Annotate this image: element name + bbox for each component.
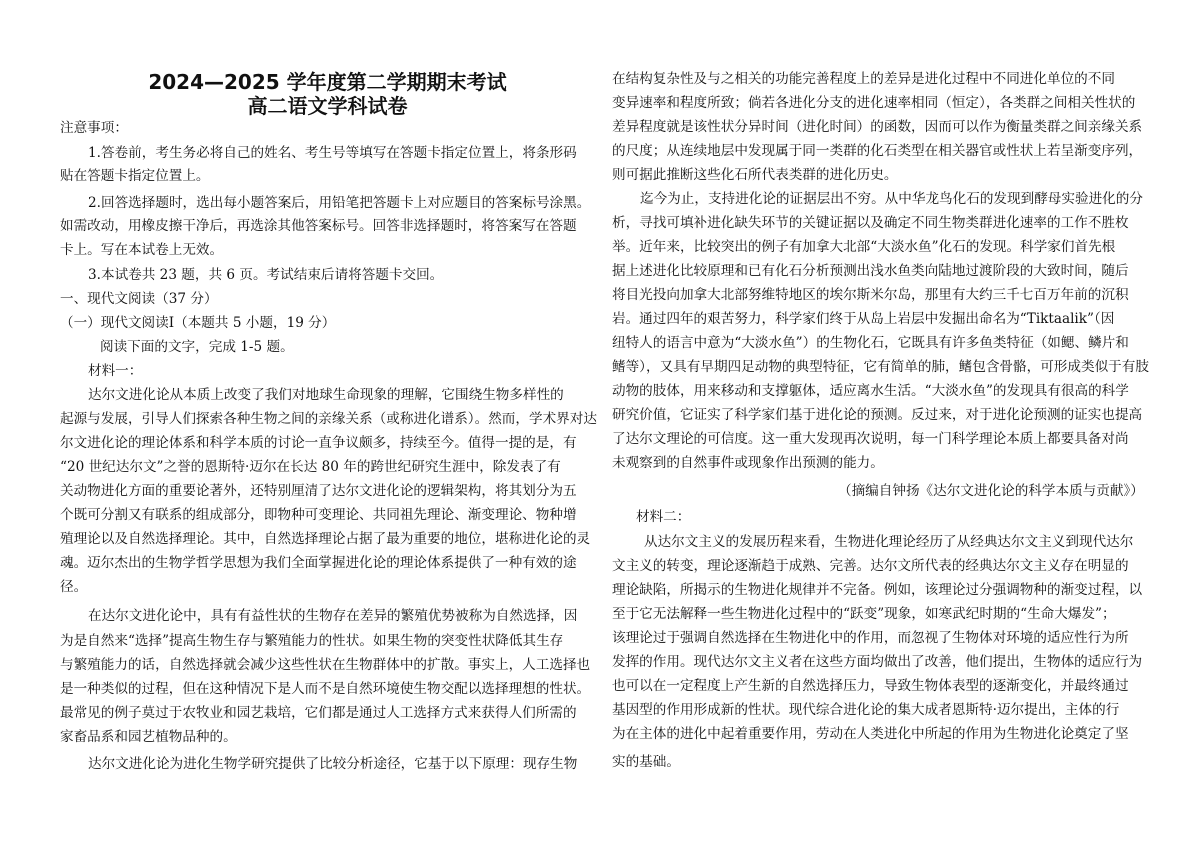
text-line: 差异程度就是该性状分异时间（进化时间）的函数，因而可以作为衡量类群之间亲缘关系 — [612, 119, 1143, 135]
section-heading: 一、现代文阅读（37 分） — [60, 291, 218, 307]
text-line: 3.本试卷共 23 题，共 6 页。考试结束后请将答题卡交回。 — [88, 267, 444, 283]
text-line: 迄今为止，支持进化论的证据层出不穷。从中华龙鸟化石的发现到酵母实验进化的分 — [640, 191, 1143, 207]
subsection-heading: （一）现代文阅读Ⅰ（本题共 5 小题，19 分） — [60, 315, 336, 331]
material-two-label: 材料二： — [636, 509, 691, 525]
text-line: 个既可分割又有联系的组成部分，即物种可变理论、共同祖先理论、渐变理论、物种增 — [60, 507, 577, 523]
exam-title: 2024—2025 学年度第二学期期末考试 — [148, 70, 507, 94]
text-line: 从达尔文主义的发展历程来看，生物进化理论经历了从经典达尔文主义到现代达尔 — [644, 534, 1134, 550]
text-line: 贴在答题卡指定位置上。 — [60, 168, 210, 184]
text-line: 纽特人的语言中意为“大淡水鱼”）的生物化石，它既具有许多鱼类特征（如鳃、鳞片和 — [612, 335, 1129, 351]
text-line: 了达尔文理论的可信度。这一重大发现再次说明，每一门科学理论本质上都要具备对尚 — [612, 431, 1129, 447]
source-citation: （摘编自钟扬《达尔文进化论的科学本质与贡献》） — [838, 483, 1144, 499]
text-line: 变异速率和程度所致；倘若各进化分支的进化速率相同（恒定），各类群之间相关性状的 — [612, 95, 1136, 111]
text-line: 据上述进化比较原理和已有化石分析预测出浅水鱼类向陆地过渡阶段的大致时间，随后 — [612, 263, 1129, 279]
text-line: 殖理论以及自然选择理论。其中，自然选择理论占据了最为重要的地位，堪称进化论的灵 — [60, 531, 591, 547]
text-line: 达尔文进化论从本质上改变了我们对地球生命现象的理解，它围绕生物多样性的 — [88, 387, 564, 403]
text-line: 为在主体的进化中起着重要作用，劳动在人类进化中所起的作用为生物进化论奠定了坚 — [612, 726, 1129, 742]
text-line: 发挥的作用。现代达尔文主义者在这些方面均做出了改善，他们提出，生物体的适应行为 — [612, 654, 1143, 670]
material-one-label: 材料一： — [88, 363, 143, 379]
text-line: 该理论过于强调自然选择在生物进化中的作用，而忽视了生物体对环境的适应性行为所 — [612, 630, 1129, 646]
text-line: 如需改动，用橡皮擦干净后，再选涂其他答案标号。回答非选择题时，将答案写在答题 — [60, 218, 577, 234]
text-line: 卡上。写在本试卷上无效。 — [60, 242, 224, 258]
text-line: 在结构复杂性及与之相关的功能完善程度上的差异是进化过程中不同进化单位的不同 — [612, 71, 1115, 87]
text-line: 至于它无法解释一些生物进化过程中的“跃变”现象，如寒武纪时期的“生命大爆发”； — [612, 606, 1116, 622]
text-line: 最常见的例子莫过于农牧业和园艺栽培，它们都是通过人工选择方式来获得人们所需的 — [60, 705, 577, 721]
text-line: 鳍等），又具有早期四足动物的典型特征，它有简单的肺，鳍包含骨骼，可形成类似于有肢 — [612, 359, 1149, 375]
text-line: 魂。迈尔杰出的生物学哲学思想为我们全面掌握进化论的理论体系提供了一种有效的途 — [60, 555, 577, 571]
text-line: 基因型的作用形成新的性状。现代综合进化论的集大成者恩斯特·迈尔提出，主体的行 — [612, 702, 1120, 718]
text-line: 径。 — [60, 579, 88, 595]
notice-heading: 注意事项： — [60, 120, 128, 136]
text-line: 理论缺陷，所揭示的生物进化规律并不完备。例如，该理论过分强调物种的渐变过程，以 — [612, 582, 1143, 598]
text-line: 为是自然来“选择”提高生物生存与繁殖能力的性状。如果生物的突变性状降低其生存 — [60, 633, 564, 649]
text-line: 2.回答选择题时，选出每小题答案后，用铅笔把答题卡上对应题目的答案标号涂黑。 — [88, 195, 591, 211]
text-line: 的尺度；从连续地层中发现属于同一类群的化石类型在相关器官或性状上若呈渐变序列， — [612, 143, 1143, 159]
text-line: 起源与发展，引导人们探索各种生物之间的亲缘关系（或称进化谱系）。然而，学术界对达 — [60, 411, 597, 427]
text-line: 岩。通过四年的艰苦努力，科学家们终于从岛上岩层中发掘出命名为“Tiktaalik”（因 — [612, 311, 1115, 327]
text-line: 达尔文进化论为进化生物学研究提供了比较分析途径，它基于以下原理：现存生物 — [88, 756, 578, 772]
text-line: 也可以在一定程度上产生新的自然选择压力，导致生物体表型的逐渐变化，并最终通过 — [612, 678, 1129, 694]
text-line: 文主义的转变，理论逐渐趋于成熟、完善。达尔文所代表的经典达尔文主义存在明显的 — [612, 558, 1129, 574]
text-line: 举。近年来，比较突出的例子有加拿大北部“大淡水鱼”化石的发现。科学家们首先根 — [612, 239, 1116, 255]
text-line: 1.答卷前，考生务必将自己的姓名、考生号等填写在答题卡指定位置上，将条形码 — [88, 145, 577, 161]
text-line: 实的基础。 — [612, 754, 680, 770]
text-line: 析，寻找可填补进化缺失环节的关键证据以及确定不同生物类群进化速率的工作不胜枚 — [612, 215, 1129, 231]
exam-subtitle: 高二语文学科试卷 — [247, 94, 408, 118]
text-line: 是一种类似的过程，但在这种情况下是人而不是自然环境使生物交配以选择理想的性状。 — [60, 681, 591, 697]
text-line: 尔文进化论的理论体系和科学本质的讨论一直争议颇多，持续至今。值得一提的是，有 — [60, 435, 577, 451]
text-line: 动物的肢体，用来移动和支撑躯体，适应离水生活。“大淡水鱼”的发现具有很高的科学 — [612, 383, 1129, 399]
text-line: 与繁殖能力的话，自然选择就会减少这些性状在生物群体中的扩散。事实上，人工选择也 — [60, 657, 591, 673]
text-line: 将目光投向加拿大北部努维特地区的埃尔斯米尔岛，那里有大约三千七百万年前的沉积 — [612, 287, 1129, 303]
text-line: “20 世纪达尔文”之誉的恩斯特·迈尔在长达 80 年的跨世纪研究生涯中，除发表了有 — [60, 459, 561, 475]
text-line: 家畜品系和园艺植物品种的。 — [60, 729, 237, 745]
instruction-line: 阅读下面的文字，完成 1-5 题。 — [100, 339, 294, 355]
text-line: 未观察到的自然事件或现象作出预测的能力。 — [612, 455, 884, 471]
text-line: 则可据此推断这些化石所代表类群的进化历史。 — [612, 167, 898, 183]
text-line: 关动物进化方面的重要论著外，还特别厘清了达尔文进化论的逻辑架构，将其划分为五 — [60, 483, 577, 499]
text-line: 在达尔文进化论中，具有有益性状的生物存在差异的繁殖优势被称为自然选择，因 — [88, 608, 578, 624]
text-line: 研究价值，它证实了科学家们基于进化论的预测。反过来，对于进化论预测的证实也提高 — [612, 407, 1143, 423]
